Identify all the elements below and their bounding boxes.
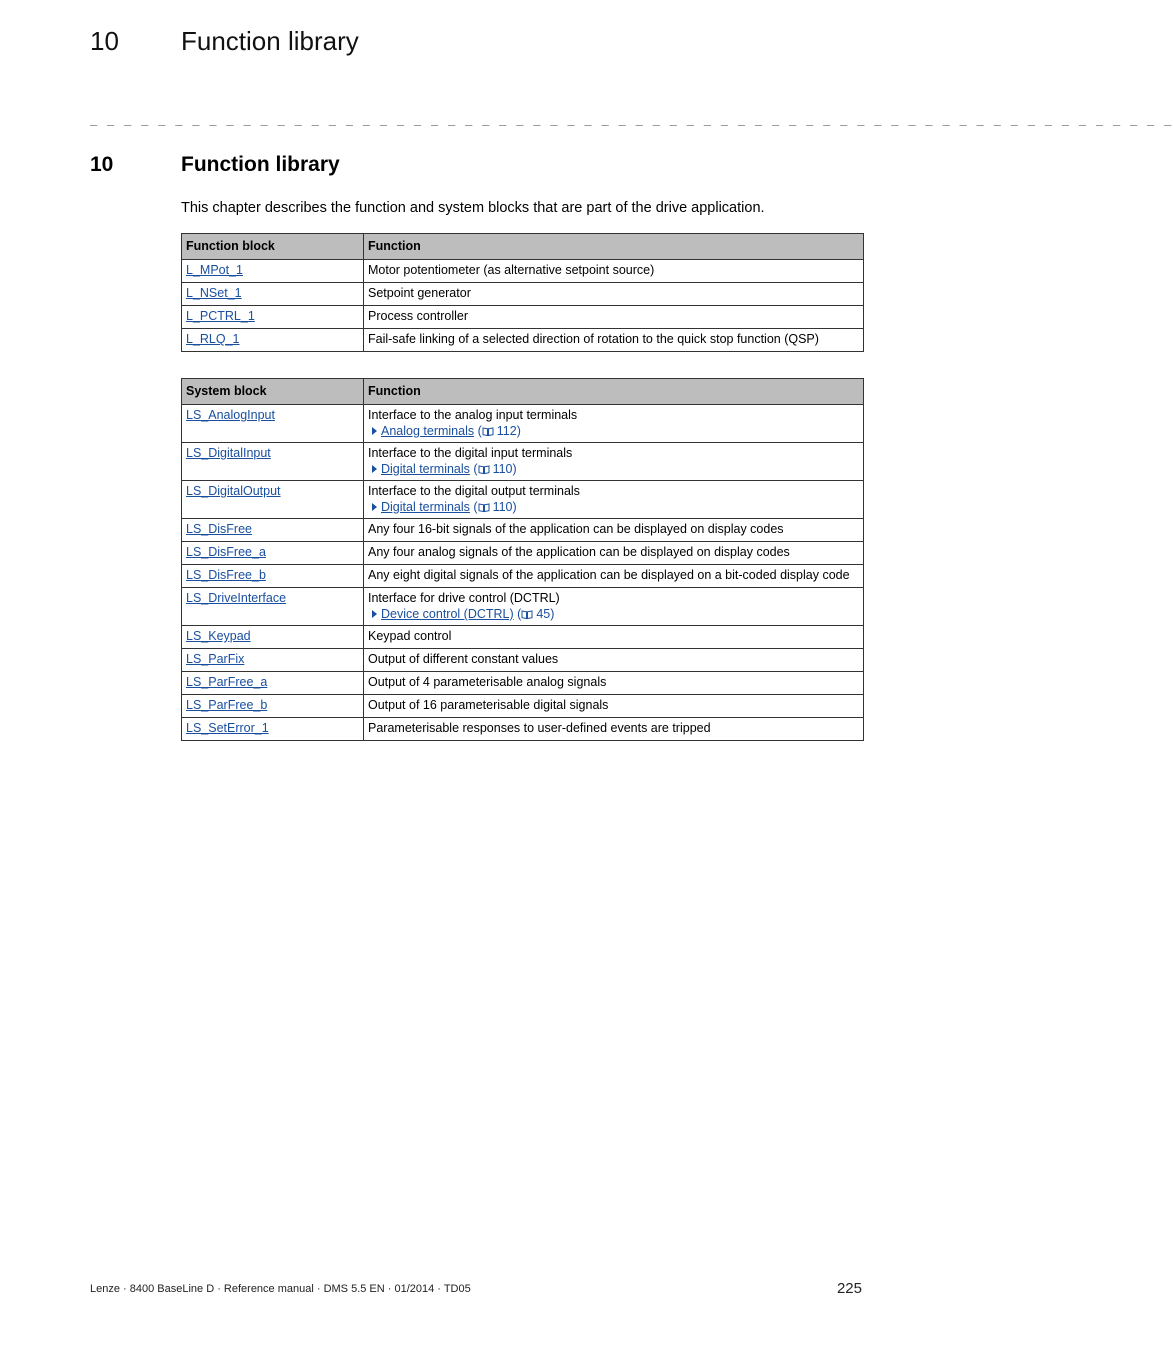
block-name-cell — [182, 329, 364, 352]
table-row — [182, 405, 864, 443]
intro-paragraph: This chapter describes the function and system blocks that are part of the drive application. — [181, 200, 765, 216]
block-name-cell — [182, 443, 364, 481]
page-reference[interactable]: ( 110) — [473, 462, 517, 476]
function-cell — [364, 405, 864, 443]
block-link[interactable]: LS_ParFix — [186, 652, 245, 666]
book-icon — [521, 607, 536, 621]
function-description: Fail-safe linking of a selected direction of rotation to the quick stop function (QSP) — [368, 332, 819, 346]
column-header: Function block — [182, 234, 364, 260]
block-name-cell — [182, 718, 364, 741]
block-name-cell — [182, 481, 364, 519]
block-link[interactable]: LS_DisFree_b — [186, 568, 266, 582]
block-link[interactable]: LS_ParFree_a — [186, 675, 268, 689]
table-row — [182, 519, 864, 542]
page-number-ref: 110 — [492, 462, 513, 476]
book-icon — [478, 462, 493, 476]
table-row — [182, 283, 864, 306]
block-name-cell — [182, 588, 364, 626]
block-name-cell — [182, 306, 364, 329]
block-link[interactable]: LS_DisFree — [186, 522, 252, 536]
block-link[interactable]: LS_AnalogInput — [186, 408, 275, 422]
function-description: Process controller — [368, 309, 469, 323]
function-description: Interface for drive control (DCTRL) — [368, 591, 560, 605]
block-name-cell — [182, 405, 364, 443]
function-description: Interface to the analog input terminals — [368, 408, 578, 422]
table-row — [182, 443, 864, 481]
block-link[interactable]: LS_DriveInterface — [186, 591, 287, 605]
arrow-right-icon — [372, 427, 377, 435]
reference-link[interactable]: Digital terminals — [381, 462, 470, 476]
function-description: Output of different constant values — [368, 652, 559, 666]
page-number-ref: 112 — [496, 424, 517, 438]
function-cell — [364, 306, 864, 329]
chapter-heading — [90, 153, 340, 177]
function-description: Output of 16 parameterisable digital signals — [368, 698, 609, 712]
block-name-cell — [182, 695, 364, 718]
function-cell — [364, 443, 864, 481]
running-header — [90, 26, 359, 57]
block-link[interactable]: LS_Keypad — [186, 629, 251, 643]
function-cell — [364, 626, 864, 649]
reference-link[interactable]: Digital terminals — [381, 500, 470, 514]
cross-reference — [368, 461, 859, 477]
table-row — [182, 565, 864, 588]
function-cell — [364, 649, 864, 672]
table-row — [182, 672, 864, 695]
block-name-cell — [182, 260, 364, 283]
function-block-table — [181, 233, 864, 352]
table-header-row — [182, 379, 864, 405]
table-row — [182, 588, 864, 626]
table-row — [182, 695, 864, 718]
block-link[interactable]: L_MPot_1 — [186, 263, 243, 277]
function-description: Setpoint generator — [368, 286, 471, 300]
cross-reference — [368, 499, 859, 515]
table-row — [182, 718, 864, 741]
block-name-cell — [182, 519, 364, 542]
arrow-right-icon — [372, 465, 377, 473]
block-link[interactable]: LS_SetError_1 — [186, 721, 269, 735]
function-cell — [364, 718, 864, 741]
function-description: Any four 16-bit signals of the application can be displayed on display codes — [368, 522, 784, 536]
function-cell — [364, 519, 864, 542]
chapter-title: Function library — [181, 153, 340, 176]
book-icon — [482, 424, 497, 438]
block-link[interactable]: LS_DisFree_a — [186, 545, 266, 559]
cross-reference — [368, 423, 859, 439]
block-link[interactable]: L_PCTRL_1 — [186, 309, 255, 323]
arrow-right-icon — [372, 610, 377, 618]
cross-reference — [368, 606, 859, 622]
reference-link[interactable]: Analog terminals — [381, 424, 475, 438]
running-header-title: Function library — [181, 26, 359, 56]
table-row — [182, 481, 864, 519]
chapter-number: 10 — [90, 153, 114, 176]
block-name-cell — [182, 283, 364, 306]
dashed-separator: _ _ _ _ _ _ _ _ _ _ _ _ _ _ _ _ _ _ _ _ _ _ _ _ _ _ _ _ _ _ _ _ _ _ _ _ _ _ _ _ _ _ _ _ _ _ _ _ _ _ _ _ _ _ _ _ _ _ _ _ _ _ _ _ — [90, 112, 1173, 126]
running-header-number: 10 — [90, 26, 119, 56]
table-header-row — [182, 234, 864, 260]
function-cell — [364, 672, 864, 695]
reference-link[interactable]: Device control (DCTRL) — [381, 607, 514, 621]
column-header: System block — [182, 379, 364, 405]
function-description: Any eight digital signals of the application can be displayed on a bit-coded display code — [368, 568, 850, 582]
function-description: Motor potentiometer (as alternative setpoint source) — [368, 263, 655, 277]
block-name-cell — [182, 626, 364, 649]
table-row — [182, 649, 864, 672]
function-cell — [364, 542, 864, 565]
table-row — [182, 626, 864, 649]
function-description: Any four analog signals of the application can be displayed on display codes — [368, 545, 790, 559]
function-cell — [364, 329, 864, 352]
function-description: Output of 4 parameterisable analog signals — [368, 675, 607, 689]
system-block-table — [181, 378, 864, 741]
page-number: 225 — [836, 1280, 862, 1297]
function-description: Parameterisable responses to user-defined events are tripped — [368, 721, 711, 735]
function-cell — [364, 565, 864, 588]
page-reference[interactable]: ( 112) — [477, 424, 521, 438]
table-row — [182, 542, 864, 565]
function-cell — [364, 481, 864, 519]
block-name-cell — [182, 565, 364, 588]
table-row — [182, 260, 864, 283]
function-cell — [364, 588, 864, 626]
block-name-cell — [182, 649, 364, 672]
block-name-cell — [182, 672, 364, 695]
page-number-ref: 45 — [536, 607, 551, 621]
block-link[interactable]: LS_DigitalInput — [186, 446, 271, 460]
function-description: Interface to the digital input terminals — [368, 446, 573, 460]
column-header: Function — [364, 234, 864, 260]
arrow-right-icon — [372, 503, 377, 511]
page-number-ref: 110 — [492, 500, 513, 514]
page-reference[interactable]: ( 45) — [517, 607, 555, 621]
page-reference[interactable]: ( 110) — [473, 500, 517, 514]
footer-document-info: Lenze · 8400 BaseLine D · Reference manual · DMS 5.5 EN · 01/2014 · TD05 — [90, 1283, 471, 1295]
block-link[interactable]: L_RLQ_1 — [186, 332, 240, 346]
block-link[interactable]: LS_ParFree_b — [186, 698, 268, 712]
function-cell — [364, 283, 864, 306]
block-link[interactable]: L_NSet_1 — [186, 286, 242, 300]
function-cell — [364, 260, 864, 283]
block-link[interactable]: LS_DigitalOutput — [186, 484, 281, 498]
function-cell — [364, 695, 864, 718]
column-header: Function — [364, 379, 864, 405]
block-name-cell — [182, 542, 364, 565]
book-icon — [478, 500, 493, 514]
table-row — [182, 306, 864, 329]
function-description: Interface to the digital output terminals — [368, 484, 580, 498]
function-description: Keypad control — [368, 629, 452, 643]
table-row — [182, 329, 864, 352]
